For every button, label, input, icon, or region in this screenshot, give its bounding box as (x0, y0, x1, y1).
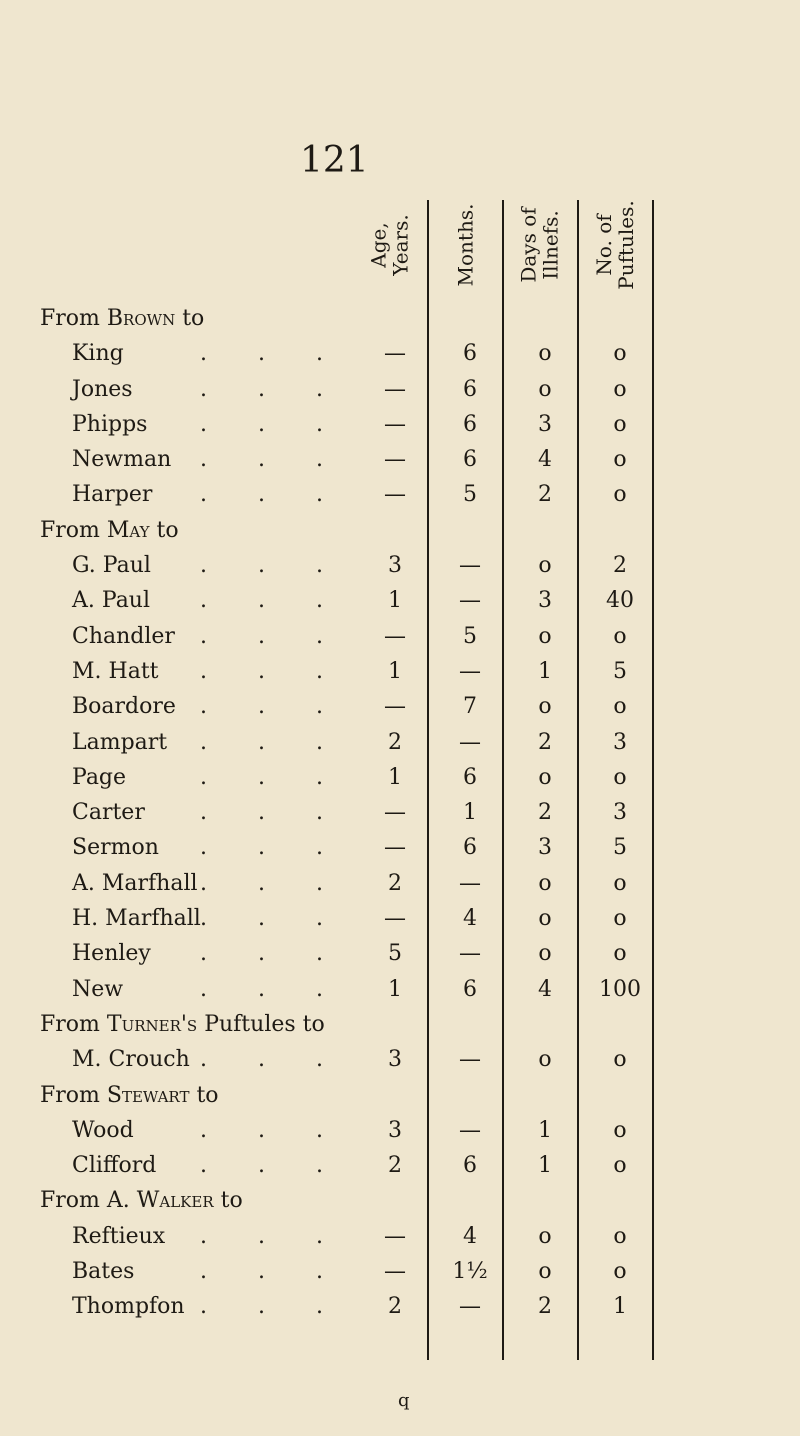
age-cell: — (384, 906, 406, 932)
signature-mark: q (398, 1390, 410, 1411)
leader-dots: . . . (200, 1047, 345, 1073)
age-cell: 1 (388, 764, 402, 790)
months-cell: 6 (463, 447, 477, 473)
table-row (0, 441, 800, 476)
leader-dots: . . . (200, 1259, 345, 1285)
days-cell: 3 (538, 835, 552, 861)
pustules-cell: o (613, 1223, 627, 1249)
months-cell: 4 (463, 1223, 477, 1249)
table-row (0, 865, 800, 900)
patient-name: New (72, 976, 124, 1002)
patient-name: Carter (72, 800, 145, 826)
table-row (0, 1288, 800, 1323)
days-cell: 2 (538, 800, 552, 826)
leader-dots: . . . (200, 1153, 345, 1179)
leader-dots: . . . (200, 658, 345, 684)
days-cell: o (538, 870, 552, 896)
pustules-cell: o (613, 411, 627, 437)
patient-name: Boardore (72, 694, 176, 720)
pustules-cell: o (613, 341, 627, 367)
patient-name: Henley (72, 941, 151, 967)
leader-dots: . . . (200, 1294, 345, 1320)
age-cell: — (384, 341, 406, 367)
patient-name: Thompfon (72, 1294, 185, 1320)
leader-dots: . . . (200, 341, 345, 367)
table-row (0, 582, 800, 617)
patient-name: Newman (72, 447, 172, 473)
age-cell: 1 (388, 658, 402, 684)
leader-dots: . . . (200, 1223, 345, 1249)
months-cell: 6 (463, 411, 477, 437)
days-cell: o (538, 553, 552, 579)
pustules-cell: o (613, 1259, 627, 1285)
patient-name: Phipps (72, 411, 148, 437)
age-cell: — (384, 376, 406, 402)
leader-dots: . . . (200, 694, 345, 720)
pustules-cell: o (613, 376, 627, 402)
months-cell: 7 (463, 694, 477, 720)
pustules-cell: 40 (606, 588, 634, 614)
table-row (0, 406, 800, 441)
days-cell: o (538, 1047, 552, 1073)
age-cell: — (384, 800, 406, 826)
months-cell: — (459, 1047, 481, 1073)
group-heading-row (0, 1077, 800, 1112)
patient-name: Wood (72, 1117, 134, 1143)
leader-dots: . . . (200, 835, 345, 861)
leader-dots: . . . (200, 976, 345, 1002)
months-cell: — (459, 941, 481, 967)
group-heading: From Stewart to (40, 1082, 219, 1108)
column-header-age: Age, Years. (367, 214, 413, 276)
pustules-cell: o (613, 623, 627, 649)
leader-dots: . . . (200, 906, 345, 932)
table-row (0, 371, 800, 406)
pustules-cell: o (613, 906, 627, 932)
months-cell: 4 (463, 906, 477, 932)
leader-dots: . . . (200, 1117, 345, 1143)
pustules-cell: o (613, 764, 627, 790)
age-cell: 2 (388, 729, 402, 755)
pustules-cell: 100 (599, 976, 641, 1002)
days-cell: o (538, 1223, 552, 1249)
leader-dots: . . . (200, 588, 345, 614)
days-cell: 4 (538, 447, 552, 473)
months-cell: — (459, 729, 481, 755)
days-cell: 1 (538, 1153, 552, 1179)
days-cell: 2 (538, 1294, 552, 1320)
age-cell: 3 (388, 1117, 402, 1143)
pustules-cell: 1 (613, 1294, 627, 1320)
days-cell: 3 (538, 411, 552, 437)
group-heading-row (0, 1006, 800, 1041)
age-cell: 2 (388, 870, 402, 896)
group-heading: From May to (40, 517, 179, 543)
patient-name: Reftieux (72, 1223, 166, 1249)
column-header-pustules: No. of Puftules. (592, 200, 639, 290)
table-row (0, 653, 800, 688)
table-row (0, 971, 800, 1006)
page-number: 121 (300, 140, 369, 181)
pustules-cell: 5 (613, 658, 627, 684)
age-cell: 5 (388, 941, 402, 967)
patient-name: Jones (72, 376, 133, 402)
months-cell: — (459, 588, 481, 614)
table-row (0, 724, 800, 759)
column-headers (360, 195, 660, 295)
age-cell: — (384, 411, 406, 437)
table-row (0, 829, 800, 864)
age-cell: — (384, 1223, 406, 1249)
days-cell: o (538, 764, 552, 790)
table-row (0, 335, 800, 370)
group-heading-row (0, 300, 800, 335)
pustules-cell: o (613, 941, 627, 967)
months-cell: 6 (463, 835, 477, 861)
days-cell: 2 (538, 482, 552, 508)
months-cell: 6 (463, 976, 477, 1002)
leader-dots: . . . (200, 447, 345, 473)
age-cell: 1 (388, 588, 402, 614)
table-row (0, 1041, 800, 1076)
pustules-cell: o (613, 1117, 627, 1143)
table-row (0, 1218, 800, 1253)
patient-name: Clifford (72, 1153, 157, 1179)
table-row (0, 476, 800, 511)
months-cell: — (459, 870, 481, 896)
age-cell: — (384, 482, 406, 508)
leader-dots: . . . (200, 870, 345, 896)
months-cell: 6 (463, 764, 477, 790)
months-cell: 1½ (452, 1259, 488, 1285)
pustules-cell: o (613, 447, 627, 473)
days-cell: o (538, 1259, 552, 1285)
days-cell: o (538, 694, 552, 720)
pustules-cell: 3 (613, 729, 627, 755)
patient-name: Bates (72, 1259, 135, 1285)
months-cell: 5 (463, 482, 477, 508)
days-cell: 1 (538, 1117, 552, 1143)
case-table (0, 300, 800, 1324)
leader-dots: . . . (200, 941, 345, 967)
group-heading: From Turner's Puftules to (40, 1011, 325, 1037)
pustules-cell: o (613, 1047, 627, 1073)
group-heading-row (0, 1182, 800, 1217)
patient-name: Harper (72, 482, 153, 508)
leader-dots: . . . (200, 411, 345, 437)
table-row (0, 688, 800, 723)
age-cell: 3 (388, 553, 402, 579)
months-cell: — (459, 658, 481, 684)
age-cell: — (384, 1259, 406, 1285)
months-cell: — (459, 1294, 481, 1320)
patient-name: A. Paul (72, 588, 151, 614)
leader-dots: . . . (200, 376, 345, 402)
table-row (0, 1112, 800, 1147)
pustules-cell: 3 (613, 800, 627, 826)
table-row (0, 547, 800, 582)
pustules-cell: o (613, 870, 627, 896)
patient-name: M. Crouch (72, 1047, 190, 1073)
patient-name: King (72, 341, 124, 367)
months-cell: 6 (463, 1153, 477, 1179)
leader-dots: . . . (200, 623, 345, 649)
patient-name: M. Hatt (72, 658, 159, 684)
patient-name: Lampart (72, 729, 168, 755)
patient-name: Chandler (72, 623, 175, 649)
group-heading: From Brown to (40, 306, 205, 331)
age-cell: 1 (388, 976, 402, 1002)
table-row (0, 935, 800, 970)
age-cell: — (384, 694, 406, 720)
days-cell: 2 (538, 729, 552, 755)
patient-name: Page (72, 764, 127, 790)
leader-dots: . . . (200, 729, 345, 755)
table-row (0, 618, 800, 653)
days-cell: o (538, 941, 552, 967)
table-row (0, 1147, 800, 1182)
table-row (0, 900, 800, 935)
pustules-cell: o (613, 482, 627, 508)
pustules-cell: o (613, 694, 627, 720)
pustules-cell: 5 (613, 835, 627, 861)
table-row (0, 1253, 800, 1288)
column-header-months: Months. (453, 203, 478, 287)
age-cell: — (384, 447, 406, 473)
pustules-cell: 2 (613, 553, 627, 579)
leader-dots: . . . (200, 800, 345, 826)
patient-name: Sermon (72, 835, 159, 861)
days-cell: 1 (538, 658, 552, 684)
months-cell: 5 (463, 623, 477, 649)
age-cell: — (384, 835, 406, 861)
days-cell: 3 (538, 588, 552, 614)
table-row (0, 794, 800, 829)
age-cell: 2 (388, 1294, 402, 1320)
months-cell: 6 (463, 376, 477, 402)
patient-name: G. Paul (72, 553, 151, 579)
patient-name: H. Marfhall (72, 906, 201, 932)
patient-name: A. Marfhall (72, 870, 198, 896)
group-heading-row (0, 512, 800, 547)
age-cell: 2 (388, 1153, 402, 1179)
leader-dots: . . . (200, 553, 345, 579)
months-cell: — (459, 1117, 481, 1143)
group-heading: From A. Walker to (40, 1188, 243, 1214)
days-cell: o (538, 341, 552, 367)
days-cell: 4 (538, 976, 552, 1002)
column-header-days: Days of Illnefs. (517, 207, 564, 283)
days-cell: o (538, 376, 552, 402)
leader-dots: . . . (200, 764, 345, 790)
pustules-cell: o (613, 1153, 627, 1179)
days-cell: o (538, 623, 552, 649)
age-cell: 3 (388, 1047, 402, 1073)
months-cell: 1 (463, 800, 477, 826)
table-row (0, 759, 800, 794)
months-cell: — (459, 553, 481, 579)
days-cell: o (538, 906, 552, 932)
leader-dots: . . . (200, 482, 345, 508)
age-cell: — (384, 623, 406, 649)
months-cell: 6 (463, 341, 477, 367)
